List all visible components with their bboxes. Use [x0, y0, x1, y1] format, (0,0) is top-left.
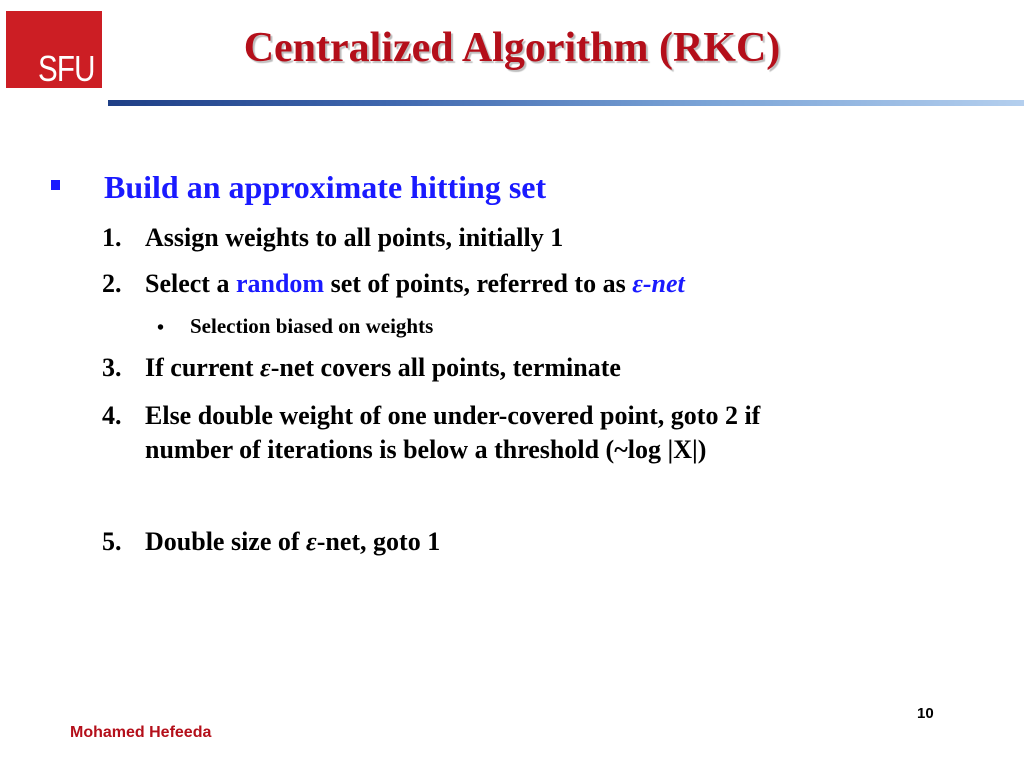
text-segment: -net, goto 1 [316, 527, 441, 556]
logo-text: SFU [38, 48, 95, 89]
random-highlight: random [235, 269, 325, 298]
text-segment: set of points, referred to as [324, 269, 633, 298]
sub-bullet-dot: • [157, 317, 165, 339]
square-bullet-icon [51, 180, 60, 190]
list-item-number: 3. [102, 353, 122, 382]
text-segment: Select a [145, 269, 236, 298]
list-item-text-line-1: Else double weight of one under-covered point, goto 2 if [145, 401, 761, 430]
list-item-text [145, 352, 621, 384]
list-item-text [145, 526, 440, 558]
list-item-number: 1. [102, 223, 122, 252]
list-item-text-line-2: number of iterations is below a threshold (~log |X|) [145, 435, 707, 464]
text-segment: -net covers all points, terminate [270, 353, 621, 382]
epsilon-symbol: ε [306, 527, 317, 556]
list-item-number: 4. [102, 401, 122, 430]
list-item-number: 2. [102, 269, 122, 298]
sub-bullet-text: Selection biased on weights [190, 314, 434, 338]
slide-title: Centralized Algorithm (RKC) [243, 25, 781, 71]
main-bullet-text: Build an approximate hitting set [104, 169, 547, 205]
epsilon-symbol: ε [260, 353, 271, 382]
text-segment: If current [145, 353, 261, 382]
list-item-text [145, 268, 685, 300]
page-number: 10 [917, 705, 934, 722]
net-suffix: -net [642, 269, 685, 298]
footer-author: Mohamed Hefeeda [70, 724, 212, 741]
epsilon-symbol: ε [632, 269, 643, 298]
title-divider [108, 100, 1024, 106]
list-item-text: Assign weights to all points, initially 1 [145, 223, 564, 252]
text-segment: Double size of [145, 527, 307, 556]
list-item-number: 5. [102, 527, 122, 556]
